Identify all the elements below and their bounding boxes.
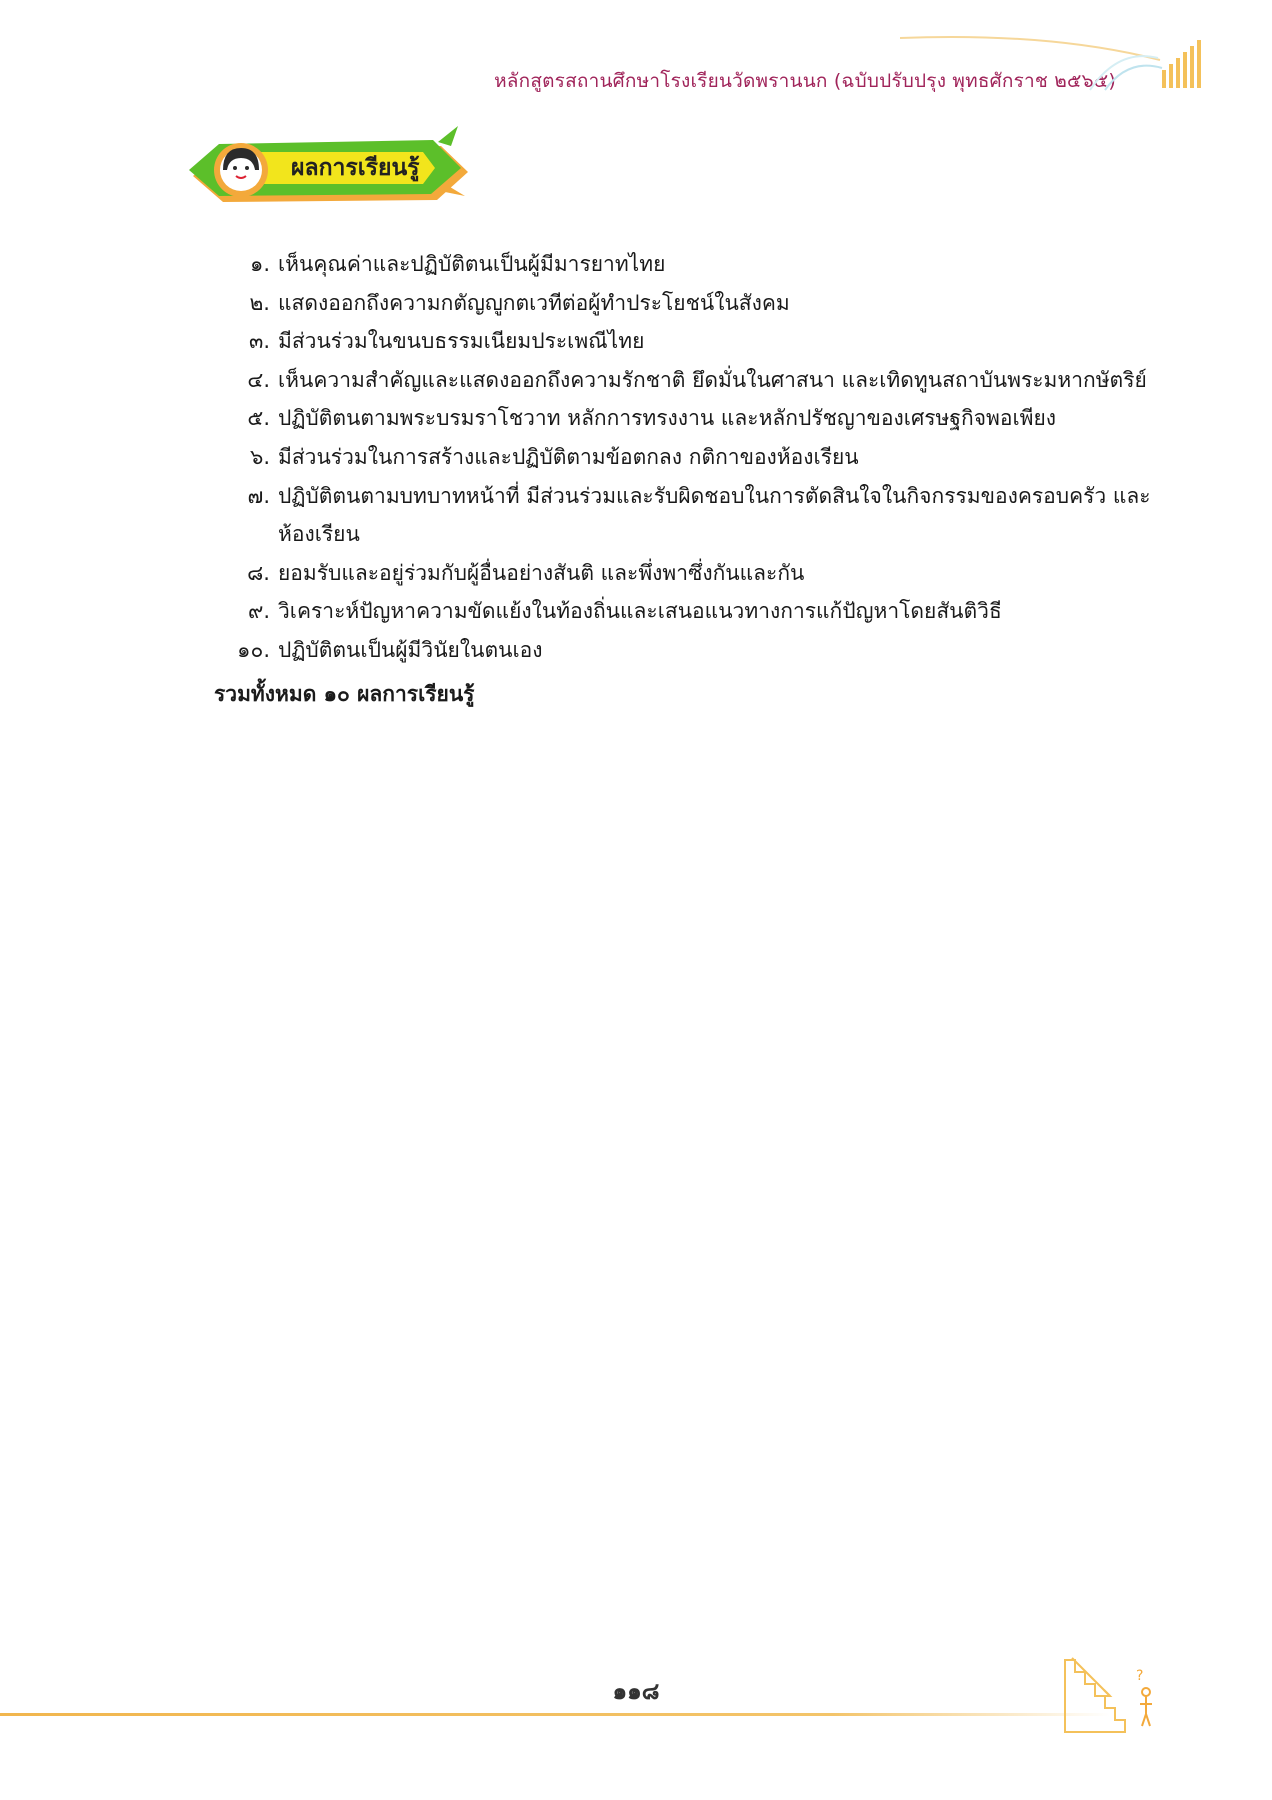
outcome-number: ๖. <box>249 444 270 469</box>
outcome-number: ๔. <box>247 367 270 392</box>
outcome-text: มีส่วนร่วมในการสร้างและปฏิบัติตามข้อตกลง กติกาของห้องเรียน <box>278 444 859 469</box>
outcome-number: ๗. <box>247 483 270 508</box>
section-heading: ผลการเรียนรู้ <box>291 155 420 181</box>
outcomes-total: รวมทั้งหมด ๑๐ ผลการเรียนรู้ <box>214 682 475 706</box>
student-avatar-icon <box>214 143 268 197</box>
list-item <box>236 631 1176 670</box>
outcome-number: ๒. <box>249 290 270 315</box>
list-item <box>236 399 1176 438</box>
list-item <box>236 554 1176 593</box>
learning-outcomes-list <box>236 245 1176 670</box>
outcome-number: ๓. <box>248 329 270 354</box>
outcome-number: ๑. <box>249 252 270 276</box>
outcome-text: แสดงออกถึงความกตัญญูกตเวทีต่อผู้ทำประโยชน์ในสังคม <box>278 290 790 315</box>
outcome-number: ๙. <box>247 599 270 624</box>
list-item <box>236 438 1176 477</box>
outcome-text: ปฏิบัติตนตามพระบรมราโชวาท หลักการทรงงาน และหลักปรัชญาของเศรษฐกิจพอเพียง <box>278 406 1057 431</box>
page-header-title: หลักสูตรสถานศึกษาโรงเรียนวัดพรานนก (ฉบับปรับปรุง พุทธศักราช ๒๕๖๕) <box>494 70 1116 92</box>
outcome-text: มีส่วนร่วมในขนบธรรมเนียมประเพณีไทย <box>278 329 645 354</box>
outcome-text: ปฏิบัติตนตามบทบาทหน้าที่ มีส่วนร่วมและรับผิดชอบในการตัดสินใจในกิจกรรมของครอบครัว และห้องเรียน <box>278 483 1151 547</box>
list-item <box>236 284 1176 323</box>
list-item <box>236 592 1176 631</box>
outcome-number: ๕. <box>247 406 270 431</box>
outcome-text: วิเคราะห์ปัญหาความขัดแย้งในท้องถิ่นและเสนอแนวทางการแก้ปัญหาโดยสันติวิธี <box>278 599 1002 624</box>
outcome-number: ๘. <box>247 560 270 585</box>
footer-rule <box>0 1713 1110 1716</box>
outcome-text: เห็นความสำคัญและแสดงออกถึงความรักชาติ ยึดมั่นในศาสนา และเทิดทูนสถาบันพระมหากษัตริย์ <box>278 367 1147 392</box>
stairs-illustration-icon <box>1060 1650 1170 1740</box>
outcome-text: เห็นคุณค่าและปฏิบัติตนเป็นผู้มีมารยาทไทย <box>278 252 666 276</box>
outcome-number: ๑๐. <box>237 637 270 662</box>
header-decoration <box>900 30 1230 100</box>
list-item <box>236 477 1176 554</box>
outcome-text: ปฏิบัติตนเป็นผู้มีวินัยในตนเอง <box>278 637 543 662</box>
list-item <box>236 322 1176 361</box>
page-number: ๑๑๘ <box>612 1679 660 1705</box>
svg-text:?: ? <box>1136 1668 1144 1684</box>
outcome-text: ยอมรับและอยู่ร่วมกับผู้อื่นอย่างสันติ และพึ่งพาซึ่งกันและกัน <box>278 560 805 585</box>
list-item <box>236 245 1176 284</box>
list-item <box>236 361 1176 400</box>
